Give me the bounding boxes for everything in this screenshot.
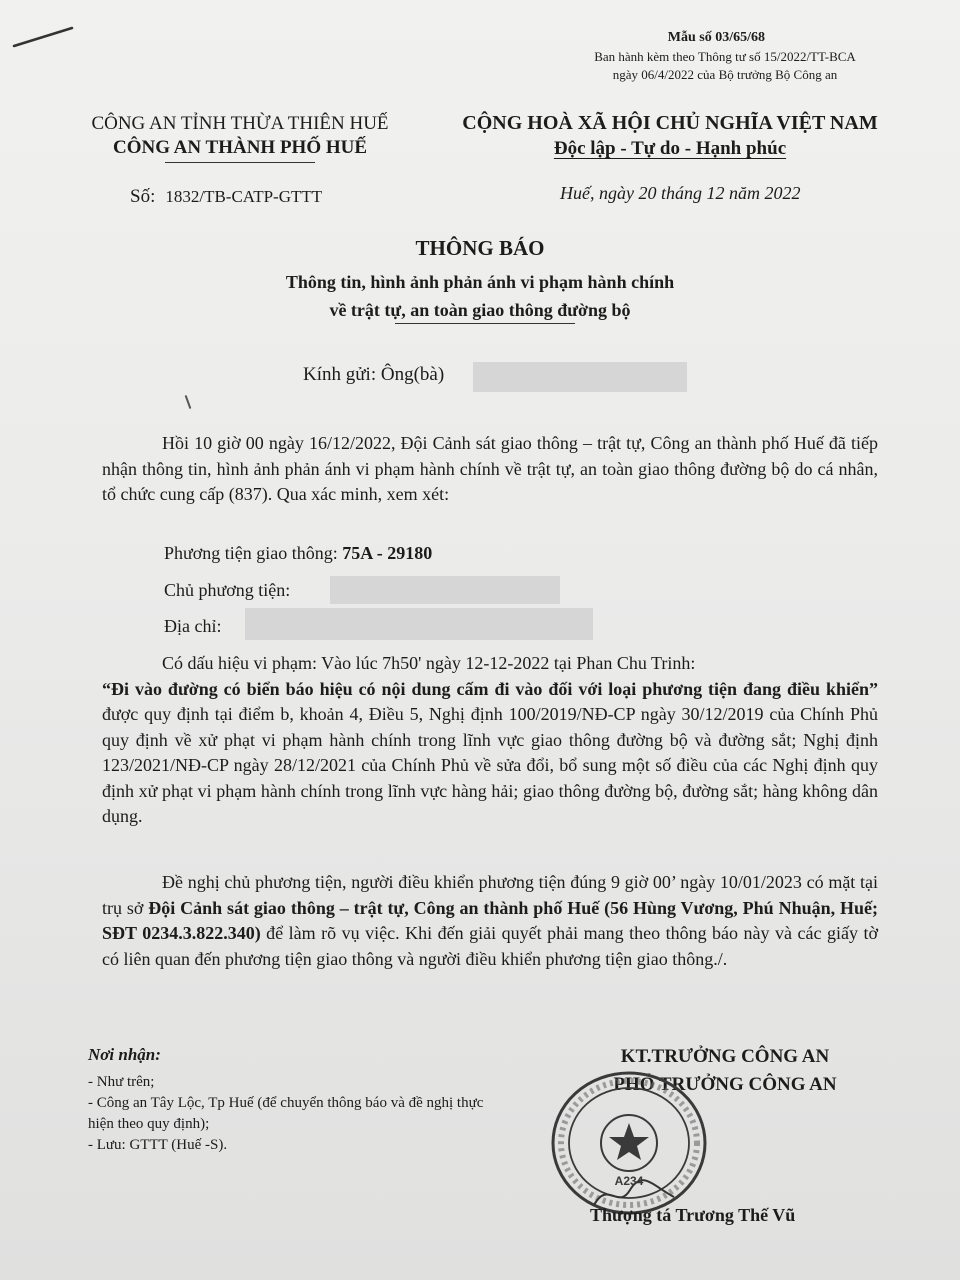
- redacted-owner-name: [330, 576, 560, 604]
- nation-header: [440, 110, 900, 162]
- vehicle-label: Phương tiện giao thông:: [164, 543, 338, 563]
- request-lead: Đề nghị chủ phương tiện, người điều khiển phương tiện đúng 9 giờ 00’ ngày 10/01/2023 có mặt tại trụ sở: [102, 872, 878, 918]
- violation-lead: Có dấu hiệu vi phạm: Vào lúc 7h50' ngày 12-12-2022 tại Phan Chu Trinh:: [162, 653, 696, 673]
- violation-detail: [102, 677, 878, 830]
- agency-line-2: CÔNG AN THÀNH PHỐ HUẾ: [112, 137, 368, 158]
- form-reference-line-1: Ban hành kèm theo Thông tư số 15/2022/TT-BCA: [594, 49, 856, 64]
- form-reference-line-2: ngày 06/4/2022 của Bộ trưởng Bộ Công an: [612, 67, 838, 82]
- intro-paragraph: Hồi 10 giờ 00 ngày 16/12/2022, Đội Cảnh sát giao thông – trật tự, Công an thành phố Huế đã tiếp nhận thông tin, hình ảnh phản ánh vi phạm hành chính về trật tự, an toàn giao thông đường bộ do cá nhân, tổ chức cung cấp (837). Qua xác minh, xem xét:: [102, 433, 878, 504]
- place-date: Huế, ngày 20 tháng 12 năm 2022: [560, 183, 801, 203]
- recipients-item: - Như trên;: [88, 1074, 155, 1090]
- recipient-label: Kính gửi: Ông(bà): [303, 364, 445, 385]
- document-number-label: Số:: [130, 186, 156, 207]
- agency-line-1: CÔNG AN TỈNH THỪA THIÊN HUẾ: [91, 113, 389, 134]
- request-rest: để làm rõ vụ việc. Khi đến giải quyết phải mang theo thông báo này và các giấy tờ có liên quan đến phương tiện giao thông và người điều khiển phương tiện giao thông./.: [102, 923, 878, 969]
- owner-line: [164, 580, 290, 601]
- request-office: Đội Cảnh sát giao thông – trật tự, Công an thành phố Huế (56 Hùng Vương, Phú Nhuận, Huế; SĐT 0234.3.822.340): [102, 897, 878, 943]
- recipients-item: - Công an Tây Lộc, Tp Huế (để chuyển thông báo và đề nghị thực hiện theo quy định);: [88, 1095, 484, 1132]
- document-subtitle: [0, 268, 960, 324]
- redacted-recipient-name: [473, 362, 687, 392]
- document-title: THÔNG BÁO: [415, 236, 545, 260]
- violation-description: “Đi vào đường có biển báo hiệu có nội dung cấm đi vào đối với loại phương tiện đang điều khiển”: [102, 678, 878, 699]
- vehicle-line: [164, 543, 432, 564]
- recipients-item: - Lưu: GTTT (Huế -S).: [88, 1137, 228, 1153]
- vehicle-plate: 75A - 29180: [342, 543, 433, 563]
- pen-mark: [10, 20, 80, 60]
- signer-name: Thượng tá Trương Thế Vũ: [590, 1205, 796, 1225]
- address-line: [164, 616, 221, 637]
- recipient-line: [303, 364, 444, 386]
- agency-header: [60, 112, 420, 163]
- stray-mark: [185, 395, 192, 409]
- nation-title: CỘNG HOÀ XÃ HỘI CHỦ NGHĨA VIỆT NAM: [462, 112, 878, 134]
- recipients-label: Nơi nhận:: [88, 1045, 161, 1064]
- owner-label: Chủ phương tiện:: [164, 580, 291, 600]
- signature-title-line-2: PHÓ TRƯỞNG CÔNG AN: [613, 1074, 837, 1095]
- document-number-value: 1832/TB-CATP-GTTT: [165, 187, 323, 206]
- subtitle-underline: [395, 323, 575, 324]
- violation-paragraph: [102, 651, 878, 830]
- violation-legal-basis: được quy định tại điểm b, khoản 4, Điều 5, Nghị định 100/2019/NĐ-CP ngày 30/12/2019 của Chính Phủ quy định về xử phạt vi phạm hành chính trong lĩnh vực giao thông đường bộ và đường sắt; Nghị định 123/2021/NĐ-CP ngày 28/12/2021 của Chính Phủ về sửa đổi, bổ sung một số điều của các Nghị định quy định xử phạt vi phạm hành chính trong lĩnh vực hàng hải; giao thông đường bộ, đường sắt; hàng không dân dụng.: [102, 704, 878, 826]
- form-code: Mẫu số 03/65/68: [667, 30, 765, 45]
- form-reference: [560, 48, 890, 84]
- subtitle-line-2: về trật tự, an toàn giao thông đường bộ: [329, 300, 631, 320]
- document-number: [130, 186, 322, 208]
- agency-underline: [165, 162, 315, 163]
- svg-text:A234: A234: [614, 1174, 644, 1188]
- motto: Độc lập - Tự do - Hạnh phúc: [553, 138, 787, 159]
- recipients-list: [88, 1072, 508, 1156]
- signature-title-line-1: KT.TRƯỞNG CÔNG AN: [620, 1046, 830, 1067]
- address-label: Địa chỉ:: [164, 616, 222, 636]
- request-paragraph: [102, 870, 878, 972]
- subtitle-line-1: Thông tin, hình ảnh phản ánh vi phạm hành chính: [285, 272, 675, 292]
- redacted-address: [245, 608, 593, 640]
